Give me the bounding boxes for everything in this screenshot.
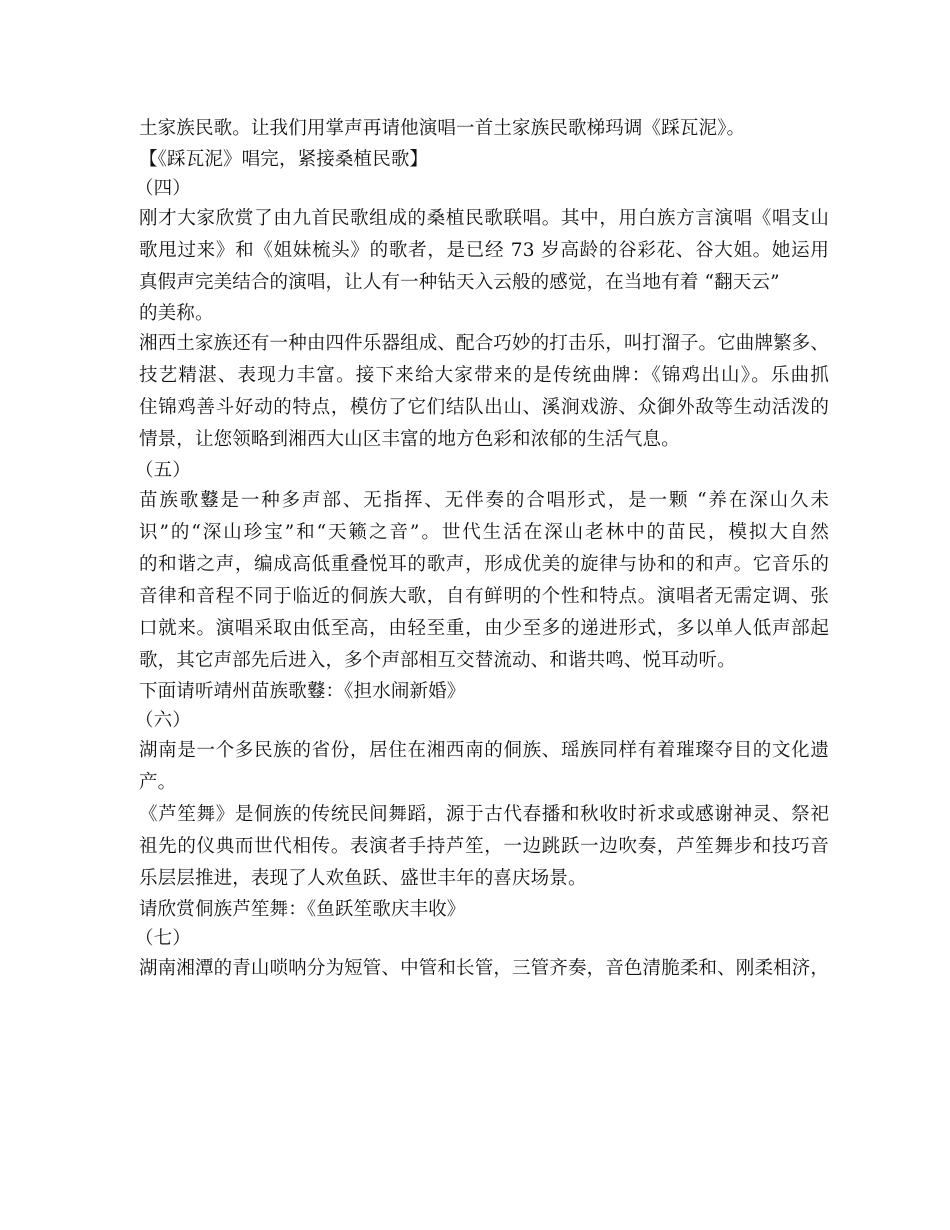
text-line: 住锦鸡善斗好动的特点，模仿了它们结队出山、溪涧戏游、众御外敌等生动活泼的 bbox=[139, 397, 829, 418]
section-heading-4: （四） bbox=[135, 178, 191, 199]
text-line: 歌甩过来》和《姐妹梳头》的歌者，是已经 73 岁高龄的谷彩花、谷大姐。她运用 bbox=[139, 240, 829, 261]
text-line: 土家族民歌。让我们用掌声再请他演唱一首土家族民歌梯玛调《踩瓦泥》。 bbox=[139, 118, 746, 139]
text-line: 真假声完美结合的演唱，让人有一种钻天入云般的感觉，在当地有着 “翻天云” bbox=[139, 272, 780, 293]
text-line: 技艺精湛、表现力丰富。接下来给大家带来的是传统曲牌：《锦鸡出山》。乐曲抓 bbox=[139, 365, 829, 386]
text-line: 情景，让您领略到湘西大山区丰富的地方色彩和浓郁的生活气息。 bbox=[139, 429, 680, 450]
text-line: 的和谐之声，编成高低重叠悦耳的歌声，形成优美的旋律与协和的和声。它音乐的 bbox=[139, 554, 829, 575]
text-line: 产。 bbox=[139, 772, 177, 793]
text-line: 《芦笙舞》是侗族的传统民间舞蹈，源于古代春播和秋收时祈求或感谢神灵、祭祀 bbox=[139, 804, 829, 825]
text-line: 苗族歌鼟是一种多声部、无指挥、无伴奏的合唱形式，是一颗 “养在深山久未 bbox=[139, 490, 829, 511]
text-line: 祖先的仪典而世代相传。表演者手持芦笙，一边跳跃一边吹奏，芦笙舞步和技巧音 bbox=[139, 836, 829, 857]
stage-direction: 【《踩瓦泥》唱完，紧接桑植民歌】 bbox=[139, 149, 429, 170]
section-heading-6: （六） bbox=[135, 710, 191, 731]
text-line: 刚才大家欣赏了由九首民歌组成的桑植民歌联唱。其中，用白族方言演唱《唱支山 bbox=[139, 208, 829, 229]
text-line: 歌，其它声部先后进入，多个声部相互交替流动、和谐共鸣、悦耳动听。 bbox=[139, 650, 736, 671]
text-line: 乐层层推进，表现了人欢鱼跃、盛世丰年的喜庆场景。 bbox=[139, 868, 587, 889]
text-line: 的美称。 bbox=[139, 303, 214, 324]
text-line: 识”的“深山珍宝”和“天籁之音”。世代生活在深山老林中的苗民，模拟大自然 bbox=[139, 522, 829, 543]
text-line: 口就来。演唱采取由低至高，由轻至重，由少至多的递进形式，多以单人低声部起 bbox=[139, 618, 829, 639]
text-line: 湘西土家族还有一种由四件乐器组成、配合巧妙的打击乐，叫打溜子。它曲牌繁多、 bbox=[139, 333, 830, 354]
program-announcement: 下面请听靖州苗族歌鼟：《担水闹新婚》 bbox=[139, 681, 466, 702]
text-line: 音律和音程不同于临近的侗族大歌，自有鲜明的个性和特点。演唱者无需定调、张 bbox=[139, 586, 829, 607]
section-heading-7: （七） bbox=[135, 928, 191, 949]
section-heading-5: （五） bbox=[135, 460, 191, 481]
text-line: 湖南湘潭的青山唢呐分为短管、中管和长管，三管齐奏，音色清脆柔和、刚柔相济， bbox=[139, 958, 830, 979]
text-line: 湖南是一个多民族的省份，居住在湘西南的侗族、瑶族同样有着璀璨夺目的文化遗 bbox=[139, 740, 829, 761]
program-announcement: 请欣赏侗族芦笙舞：《鱼跃笙歌庆丰收》 bbox=[139, 899, 466, 920]
document-body bbox=[135, 113, 830, 985]
